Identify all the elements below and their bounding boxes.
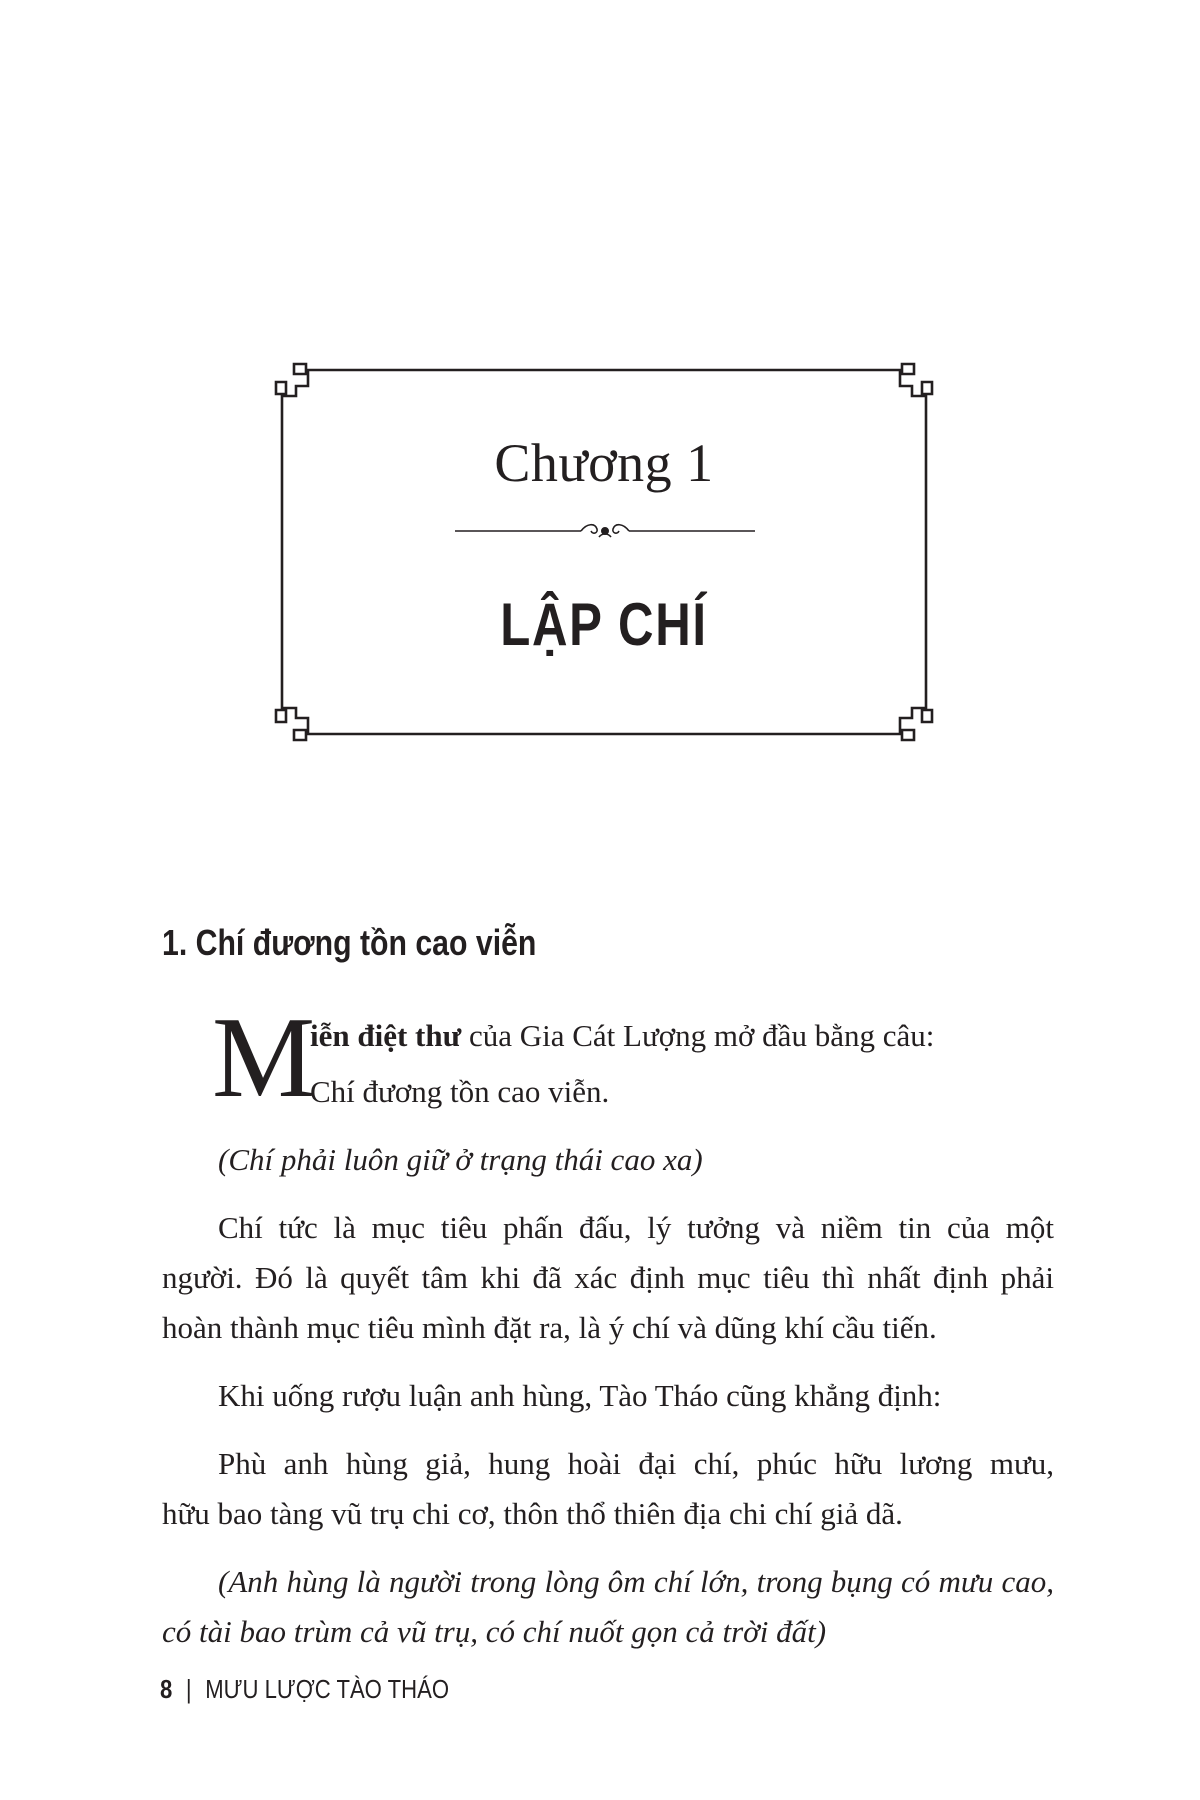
paragraph-6-line-2: có tài bao trùm cả vũ trụ, có chí nuốt gọn cả trời đất) [162,1614,827,1649]
paragraph-1-text: của Gia Cát Lượng mở đầu bằng câu: [461,1018,935,1053]
paragraph-2-italic: (Chí phải luôn giữ ở trạng thái cao xa) [218,1142,703,1177]
chapter-title: LẬP CHÍ [500,591,708,658]
chapter-frame [272,360,936,744]
paragraph-1-line-1 [310,1012,934,1060]
paragraph-5-line-2: hữu bao tàng vũ trụ chi cơ, thôn thổ thiên địa chi chí giả dã. [162,1496,903,1531]
paragraph-5-line-1: Phù anh hùng giả, hung hoài đại chí, phúc hữu lương mưu, [218,1446,1054,1481]
paragraph-4: Khi uống rượu luận anh hùng, Tào Tháo cũng khẳng định: [218,1378,942,1413]
ornament-divider [455,519,755,543]
paragraph-3-line-2: người. Đó là quyết tâm khi đã xác định mục tiêu thì nhất định phải [162,1260,1054,1295]
paragraph-1-line-2: Chí đương tồn cao viễn. [310,1074,610,1109]
page-footer [160,1674,449,1705]
book-title: MƯU LƯỢC TÀO THÁO [205,1674,450,1704]
section-heading: 1. Chí đương tồn cao viễn [162,922,537,963]
chapter-label: Chương 1 [494,433,714,493]
footer-separator: | [185,1674,192,1704]
page-number: 8 [160,1674,173,1704]
paragraph-3-line-3: hoàn thành mục tiêu mình đặt ra, là ý chí và dũng khí cầu tiến. [162,1310,937,1345]
paragraph-3-line-1: Chí tức là mục tiêu phấn đấu, lý tưởng và niềm tin của một [218,1210,1054,1245]
drop-cap: M [212,994,316,1122]
paragraph-6-line-1: (Anh hùng là người trong lòng ôm chí lớn, trong bụng có mưu cao, [218,1564,1054,1599]
bold-term: iễn điệt thư [310,1018,462,1053]
